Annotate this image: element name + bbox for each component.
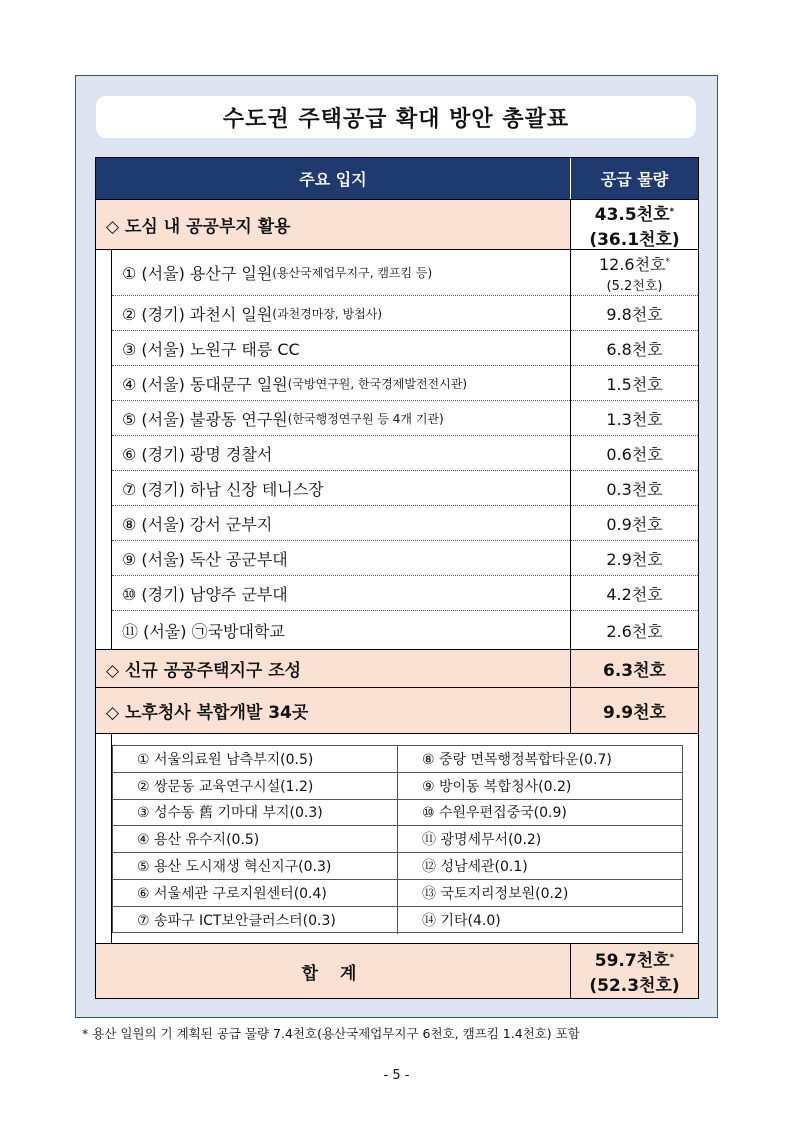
site-label: ③ (서울) 노원구 태릉 CC [112, 331, 570, 366]
page-title: 수도권 주택공급 확대 방안 총괄표 [96, 96, 696, 138]
total-label: 합 계 [301, 963, 365, 984]
site-amount: 1.3천호 [570, 401, 698, 436]
amount-sub-value: (36.1천호) [589, 229, 680, 250]
amount-value: 43.5천호 [594, 204, 670, 225]
site-amount: 6.8천호 [570, 331, 698, 366]
table-row [96, 401, 698, 436]
site-label: ⑥ (경기) 광명 경찰서 [112, 436, 570, 471]
table-row [96, 471, 698, 506]
table-row [96, 541, 698, 576]
section-row [96, 649, 698, 687]
site-label: ⑪ (서울) ㉠국방대학교 [122, 621, 285, 641]
list-item: ⑦ 송파구 ICT보안클러스터(0.3) ⑭ 기타(4.0) [113, 907, 682, 934]
site-amount: 0.3천호 [570, 471, 698, 506]
table-header [96, 158, 698, 200]
page-number: - 5 - [383, 1068, 410, 1083]
list-item: ③ 성수동 舊 기마대 부지(0.3) ⑩ 수원우편집중국(0.9) [113, 800, 682, 827]
site-label: ④ (서울) 동대문구 일원 (국방연구원, 한국경제발전전시관) [112, 366, 570, 401]
table-row [96, 366, 698, 401]
site-amount: 12.6천호* (5.2천호) [570, 250, 698, 296]
section-amount: 9.9천호 [570, 688, 698, 733]
list-item: ② 쌍문동 교육연구시설(1.2) ⑨ 방이동 복합청사(0.2) [113, 773, 682, 800]
section-amount [570, 200, 698, 249]
table-row [96, 506, 698, 541]
table-row [96, 249, 698, 296]
site-amount: 0.9천호 [570, 506, 698, 541]
site-amount: 0.6천호 [570, 436, 698, 471]
table-row [96, 331, 698, 366]
section-row [96, 687, 698, 733]
table-row [96, 611, 698, 649]
table-row [96, 576, 698, 611]
header-amount: 공급 물량 [570, 158, 698, 199]
asterisk-mark: * [669, 206, 675, 217]
site-label: ⑦ (경기) 하남 신장 테니스장 [112, 471, 570, 506]
total-row [96, 943, 698, 998]
list-item: ⑤ 용산 도시재생 혁신지구(0.3) ⑫ 성남세관(0.1) [113, 853, 682, 880]
site-label: ⑤ (서울) 불광동 연구원 (한국행정연구원 등 4개 기관) [112, 401, 570, 436]
list-item: ① 서울의료원 남측부지(0.5) ⑧ 중랑 면목행정복합타운(0.7) [113, 746, 682, 773]
section-label: ◇ 도심 내 공공부지 활용 [106, 217, 291, 237]
section-row [96, 200, 698, 249]
footnote: * 용산 일원의 기 계획된 공급 물량 7.4천호(용산국제업무지구 6천호, 캠프킴 1.4천호) 포함 [82, 1026, 580, 1041]
site-amount: 2.9천호 [570, 541, 698, 576]
table-row [96, 296, 698, 331]
total-amount: 59.7천호* (52.3천호) [570, 944, 698, 998]
site-label: ⑨ (서울) 독산 공군부대 [112, 541, 570, 576]
site-label: ② (경기) 과천시 일원 (과천경마장, 방첩사) [112, 296, 570, 331]
list-item: ⑥ 서울세관 구로지원센터(0.4) ⑬ 국토지리정보원(0.2) [113, 880, 682, 907]
complex-site-list [112, 745, 683, 933]
site-label: ⑧ (서울) 강서 군부지 [112, 506, 570, 541]
site-amount: 9.8천호 [570, 296, 698, 331]
site-amount: 1.5천호 [570, 366, 698, 401]
list-item: ④ 용산 유수지(0.5) ⑪ 광명세무서(0.2) [113, 826, 682, 853]
site-amount: 4.2천호 [570, 576, 698, 611]
site-label: ① (서울) 용산구 일원 (용산국제업무지구, 캠프킴 등) [112, 250, 570, 296]
section-amount: 6.3천호 [570, 650, 698, 687]
table-row [96, 436, 698, 471]
site-amount: 2.6천호 [570, 611, 698, 649]
site-label: ⑩ (경기) 남양주 군부대 [112, 576, 570, 611]
header-location: 주요 입지 [299, 170, 367, 189]
section-label: ◇ 노후청사 복합개발 34곳 [106, 703, 309, 723]
section-label: ◇ 신규 공공주택지구 조성 [106, 661, 302, 681]
